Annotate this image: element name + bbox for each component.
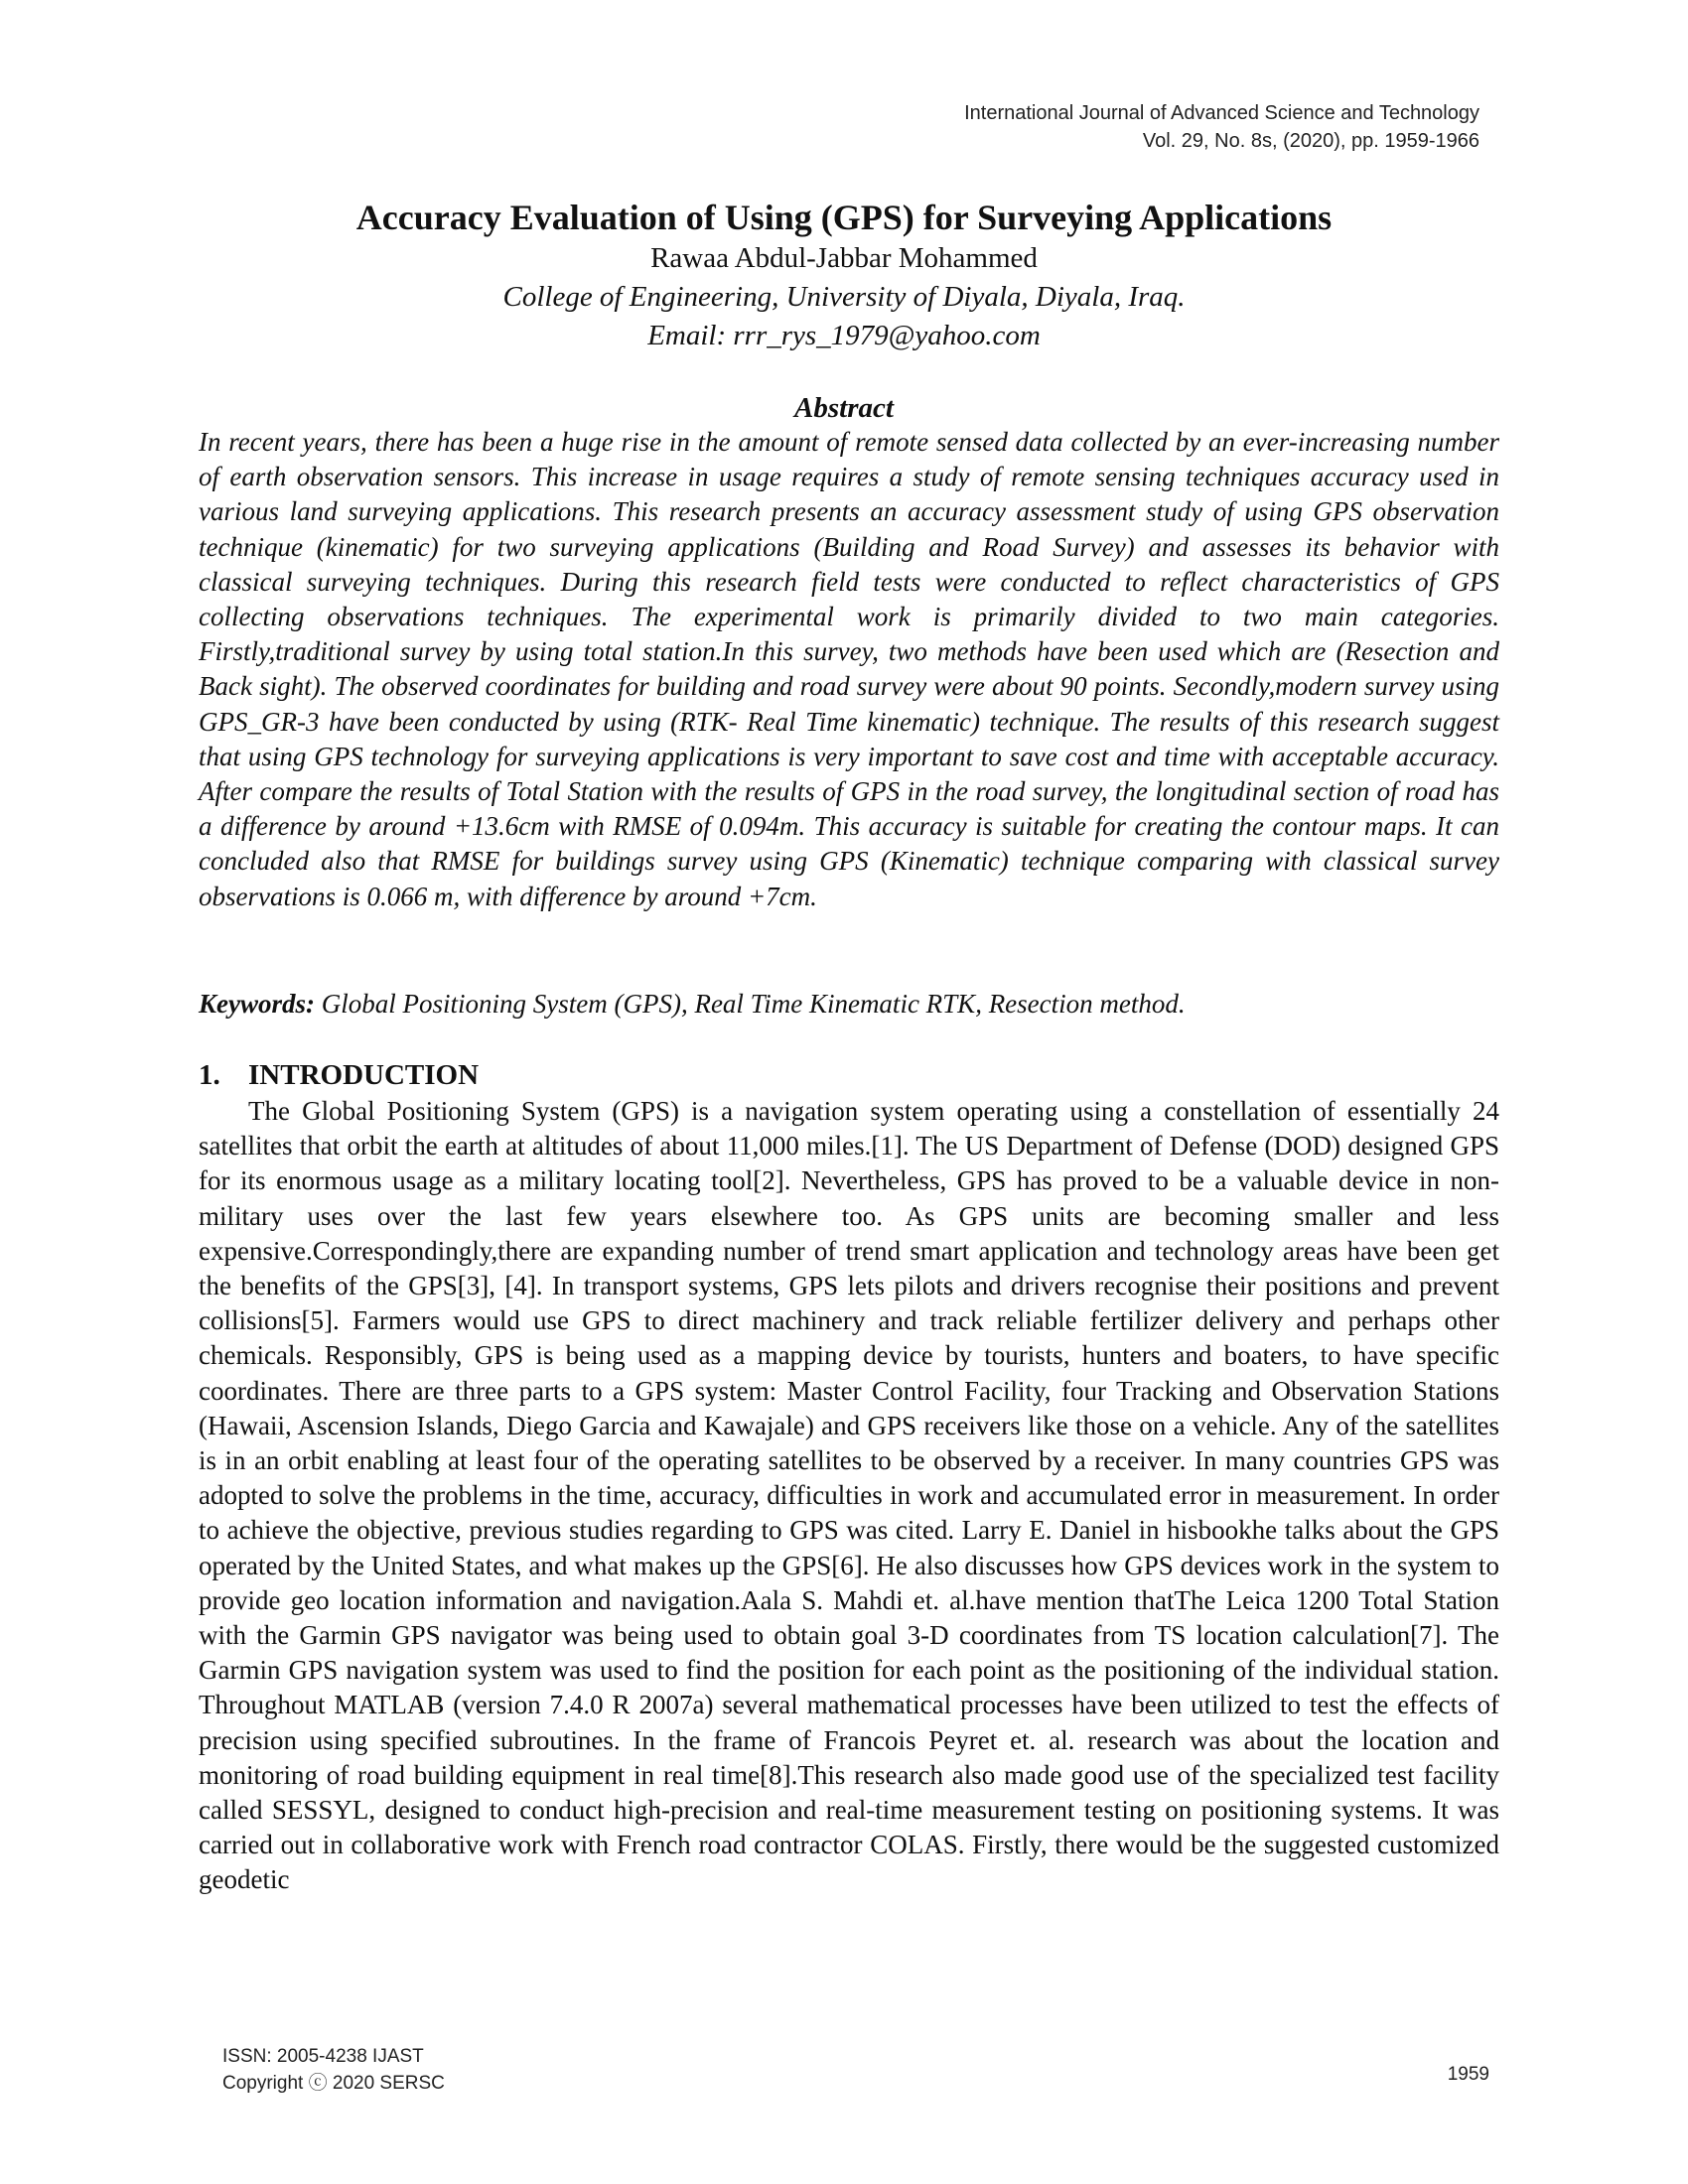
keywords-text: Global Positioning System (GPS), Real Time Kinematic RTK, Resection method. — [315, 989, 1186, 1019]
page-number: 1959 — [1447, 2064, 1489, 2085]
introduction-text: The Global Positioning System (GPS) is a navigation system operating using a constellation of essentially 24 satellites that orbit the earth at altitudes of about 11,000 miles.[1]. The US Department of Defense (DOD) designed GPS for its enormous usage as a military locating tool[2]. Nevertheless, GPS has proved to be a valuable device in non-military uses over the last few years elsewhere too. As GPS units are becoming smaller and less expensive.Correspondingly,there are expanding number of trend smart application and technology areas have been get the benefits of the GPS[3], [4]. In transport systems, GPS lets pilots and drivers recognise their positions and prevent collisions[5]. Farmers would use GPS to direct machinery and track reliable fertilizer delivery and perhaps other chemicals. Responsibly, GPS is being used as a mapping device by tourists, hunters and boaters, to have specific coordinates. There are three parts to a GPS system: Master Control Facility, four Tracking and Observation Stations (Hawaii, Ascension Islands, Diego Garcia and Kawajale) and GPS receivers like those on a vehicle. Any of the satellites is in an orbit enabling at least four of the operating satellites to be observed by a receiver. In many countries GPS was adopted to solve the problems in the time, accuracy, difficulties in work and accumulated error in measurement. In order to achieve the objective, previous studies regarding to GPS was cited. Larry E. Daniel in hisbookhe talks about the GPS operated by the United States, and what makes up the GPS[6]. He also discusses how GPS devices work in the system to provide geo location information and navigation.Aala S. Mahdi et. al.have mention thatThe Leica 1200 Total Station with the Garmin GPS navigator was being used to obtain goal 3-D coordinates from TS location calculation[7]. The Garmin GPS navigation system was used to find the position for each point as the positioning of the individual station. Throughout MATLAB (version 7.4.0 R 2007a) several mathematical processes have been utilized to test the effects of precision using specified subroutines. In the frame of Francois Peyret et. al. research was about the location and monitoring of road building equipment in real time[8].This research also made good use of the specialized test facility called SESSYL, designed to conduct high-precision and real-time measurement testing on positioning systems. It was carried out in collaborative work with French road contractor COLAS. Firstly, there would be the suggested customized geodetic — [199, 1096, 1499, 1895]
journal-name: International Journal of Advanced Science and Technology — [964, 102, 1479, 124]
author-email: Email: rrr_rys_1979@yahoo.com — [647, 320, 1041, 351]
section-heading-introduction — [199, 1056, 1489, 1094]
journal-volume: Vol. 29, No. 8s, (2020), pp. 1959-1966 — [1142, 130, 1479, 152]
footer-issn: ISSN: 2005-4238 IJAST — [222, 2046, 424, 2067]
keywords-label: Keywords: — [199, 989, 315, 1019]
section-number: 1. — [199, 1059, 220, 1091]
journal-header — [586, 99, 1479, 155]
abstract-heading: Abstract — [794, 392, 894, 424]
paper-title: Accuracy Evaluation of Using (GPS) for Surveying Applications — [355, 198, 1333, 237]
author-affiliation: College of Engineering, University of Diyala, Diyala, Iraq. — [502, 281, 1186, 313]
section-title: INTRODUCTION — [248, 1059, 480, 1091]
footer-copyright: Copyright ⓒ 2020 SERSC — [222, 2073, 445, 2094]
author-name: Rawaa Abdul-Jabbar Mohammed — [650, 242, 1038, 274]
abstract-text: In recent years, there has been a huge rise in the amount of remote sensed data collected by an ever-increasing number of earth observation sensors. This increase in usage requires a study of remote sensing techniques accuracy used in various land surveying applications. This research presents an accuracy assessment study of using GPS observation technique (kinematic) for two surveying applications (Building and Road Survey) and assesses its behavior with classical surveying techniques. During this research field tests were conducted to reflect characteristics of GPS collecting observations techniques. The experimental work is primarily divided to two main categories. Firstly,traditional survey by using total station.In this survey, two methods have been used which are (Resection and Back sight). The observed coordinates for building and road survey were about 90 points. Secondly,modern survey using GPS_GR-3 have been conducted by using (RTK- Real Time kinematic) technique. The results of this research suggest that using GPS technology for surveying applications is very important to save cost and time with acceptable accuracy. After compare the results of Total Station with the results of GPS in the road survey, the longitudinal section of road has a difference by around +13.6cm with RMSE of 0.094m. This accuracy is suitable for creating the contour maps. It can concluded also that RMSE for buildings survey using GPS (Kinematic) technique comparing with classical survey observations is 0.066 m, with difference by around +7cm. — [199, 427, 1499, 911]
title-block — [199, 197, 1489, 355]
keywords — [199, 987, 1499, 1022]
footer-left — [222, 2043, 445, 2097]
